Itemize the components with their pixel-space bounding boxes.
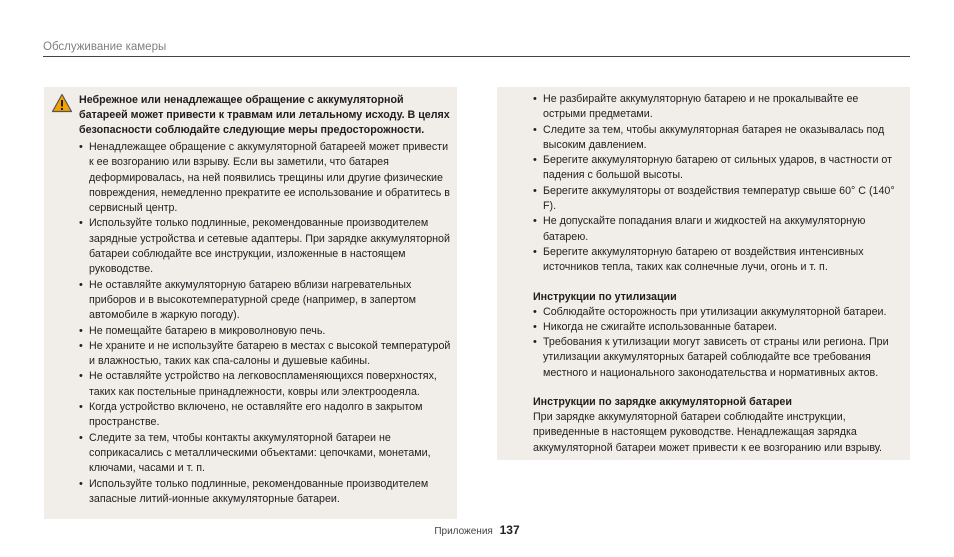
disposal-list	[533, 305, 902, 381]
list-item: • Следите за тем, чтобы аккумуляторная батарея не оказывалась под высоким давлением.	[533, 123, 902, 154]
page-number: 137	[499, 523, 520, 537]
warning-title: Небрежное или ненадлежащее обращение с аккумуляторной батареей может привести к травмам или летальному исходу. В целях безопасности соблюдайте следующие меры предосторожности.	[79, 94, 450, 136]
list-item: • Не храните и не используйте батарею в местах с высокой температурой и влажностью, таких как спа-салоны и душевые кабины.	[79, 339, 451, 370]
list-item: • Не оставляйте устройство на легковоспламеняющихся поверхностях, таких как постельные принадлежности, ковры или электроодеяла.	[79, 369, 451, 400]
warning-triangle-icon	[51, 93, 73, 113]
list-item: • Когда устройство включено, не оставляйте его надолго в закрытом пространстве.	[79, 400, 451, 431]
disposal-title: Инструкции по утилизации	[533, 290, 677, 303]
list-item: • Никогда не сжигайте использованные батареи.	[533, 320, 902, 335]
continuation-panel	[497, 87, 910, 460]
page-footer	[0, 523, 954, 537]
list-item: • Берегите аккумуляторную батарею от сильных ударов, в частности от падения с большой высоты.	[533, 153, 902, 184]
list-item: • Берегите аккумуляторную батарею от воздействия интенсивных источников тепла, таких как солнечные лучи, огонь и т. п.	[533, 245, 902, 276]
list-item: • Не оставляйте аккумуляторную батарею вблизи нагревательных приборов и в высокотемпературной среде (например, в запертом автомобиле в жаркую погоду).	[79, 278, 451, 324]
warning-list	[79, 140, 451, 507]
warning-list-continued	[533, 92, 902, 276]
list-item: • Используйте только подлинные, рекомендованные производителем запасные литий-ионные аккумуляторные батареи.	[79, 477, 451, 508]
list-item: • Следите за тем, чтобы контакты аккумуляторной батареи не соприкасались с металлическими объектами: цепочками, монетами, ключами, часами и т. п.	[79, 431, 451, 477]
list-item: • Не разбирайте аккумуляторную батарею и не прокалывайте ее острыми предметами.	[533, 92, 902, 123]
list-item: • Ненадлежащее обращение с аккумуляторной батареей может привести к ее возгоранию или взрыву. Если вы заметили, что батарея деформировалась, на ней появились трещины или другие физические повреждения, немедленно прекратите ее использование и обратитесь в сервисный центр.	[79, 140, 451, 216]
charging-title: Инструкции по зарядке аккумуляторной батареи	[533, 396, 792, 409]
list-item: • Не допускайте попадания влаги и жидкостей на аккумуляторную батарею.	[533, 214, 902, 245]
list-item: • Берегите аккумуляторы от воздействия температур свыше 60° C (140° F).	[533, 184, 902, 215]
charging-text: При зарядке аккумуляторной батареи соблюдайте инструкции, приведенные в настоящем руководстве. Ненадлежащая зарядка аккумуляторной батареи может привести к ее возгоранию или взрыву.	[533, 411, 883, 454]
list-item: • Используйте только подлинные, рекомендованные производителем зарядные устройства и сетевые адаптеры. При зарядке аккумуляторной батареи соблюдайте все инструкции, изложенные в настоящем руководстве.	[79, 216, 451, 277]
list-item: • Соблюдайте осторожность при утилизации аккумуляторной батареи.	[533, 305, 902, 320]
page-header-section: Обслуживание камеры	[43, 41, 910, 57]
list-item: • Не помещайте батарею в микроволновую печь.	[79, 324, 451, 339]
warning-panel	[44, 87, 457, 519]
list-item: • Требования к утилизации могут зависеть от страны или региона. При утилизации аккумуляторных батарей соблюдайте все требования местного и национального законодательства и нормативных актов.	[533, 335, 902, 381]
footer-section: Приложения	[434, 526, 493, 537]
